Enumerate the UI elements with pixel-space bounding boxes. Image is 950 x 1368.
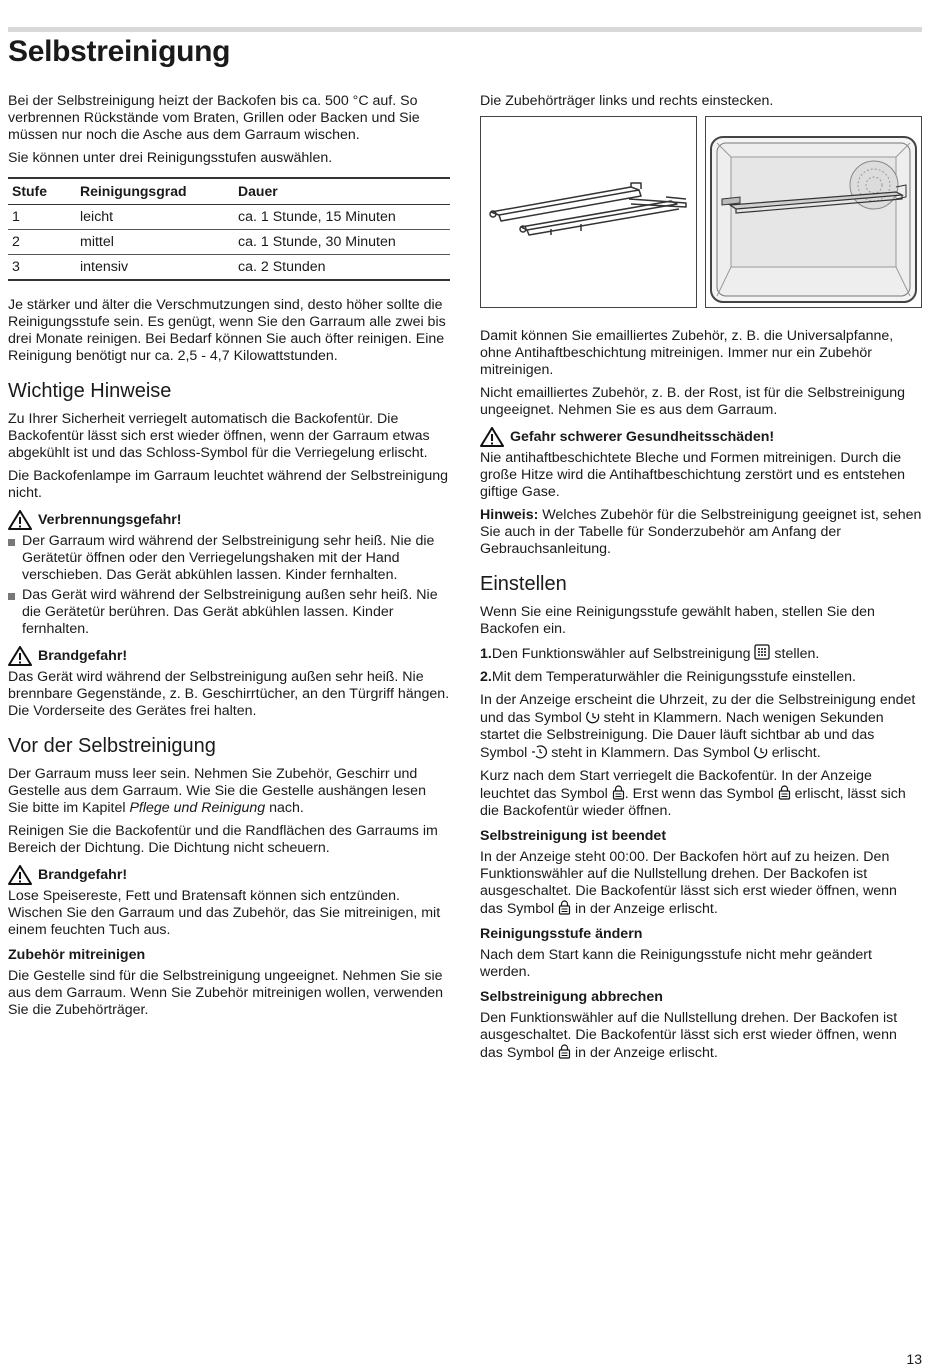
food-residue-paragraph: Lose Speisereste, Fett und Bratensaft können sich entzünden. Wischen Sie den Garraum und das Zubehör, das Sie mitreinigen, mit einem feuchten Tuch aus.: [8, 888, 441, 938]
subheading-beendet: Selbstreinigung ist beendet: [480, 828, 667, 844]
accessory-carrier-illustration: [481, 117, 696, 307]
list-item: [480, 669, 922, 686]
insert-carriers-paragraph: Die Zubehörträger links und rechts einstecken.: [480, 93, 774, 109]
change-paragraph: Nach dem Start kann die Reinigungsstufe nicht mehr geändert werden.: [480, 947, 872, 980]
warning-triangle-icon: [8, 865, 32, 885]
table-row: [8, 230, 450, 255]
subheading-aendern: Reinigungsstufe ändern: [480, 926, 643, 942]
warning-label: Brandgefahr!: [38, 866, 128, 883]
text-run: Den Funktionswähler auf Selbstreinigung: [491, 646, 755, 662]
lock-paragraph: [480, 768, 922, 820]
table-cell: 3: [8, 255, 76, 281]
step-number: 1.: [480, 646, 492, 662]
page-title: Selbstreinigung: [8, 35, 231, 68]
text-run: Den Funktionswähler auf die Nullstellung drehen. Der Backofen ist ausgeschaltet. Die Backofentür lässt sich erst wieder öffnen, wenn das Symbol: [480, 1010, 898, 1061]
warning-burn: [8, 510, 450, 530]
non-stick-paragraph: Nie antihaftbeschichtete Bleche und Formen mitreinigen. Durch die große Hitze wird die Antihaftbeschichtung zerstört und es entstehen giftige Gase.: [480, 450, 906, 500]
warning-label: Gefahr schwerer Gesundheitsschäden!: [510, 428, 775, 445]
right-column: [480, 93, 922, 1068]
warning-triangle-icon: [8, 510, 32, 530]
door-lock-icon: [558, 1044, 571, 1059]
table-header-row: [8, 178, 450, 205]
text-run: nach.: [265, 800, 304, 816]
table-cell: 2: [8, 230, 76, 255]
display-paragraph: [480, 692, 922, 762]
table-header-cell: Reinigungsgrad: [76, 178, 234, 205]
text-run: In der Anzeige steht 00:00. Der Backofen hört auf zu heizen. Den Funktionswähler auf die Nullstellung drehen. Der Backofen ist ausgeschaltet. Die Backofentür lässt sich erst wieder öffnen, wenn das Symbol: [480, 849, 897, 917]
door-lock-icon: [612, 785, 625, 800]
step-number: 2.: [480, 669, 492, 685]
text-run: steht in Klammern. Nach wenigen Sekunden startet die Selbstreinigung. Die Dauer läuft sichtbar ab und das Symbol: [480, 710, 884, 761]
warning-label: Verbrennungsgefahr!: [38, 511, 182, 528]
text-run: Mit dem Temperaturwähler die Reinigungsstufe einstellen.: [491, 669, 856, 685]
text-run: erlischt.: [767, 745, 821, 761]
text-run: in der Anzeige erlischt.: [571, 1045, 718, 1061]
door-lock-icon: [558, 900, 571, 915]
burn-warning-list: [8, 533, 450, 638]
table-cell: leicht: [76, 205, 234, 230]
table-cell: intensiv: [76, 255, 234, 281]
hinweis-label: Hinweis:: [480, 507, 539, 523]
enamelled-paragraph: Damit können Sie emailliertes Zubehör, z. B. die Universalpfanne, ohne Antihaftbeschichtung mitreinigen. Immer nur ein Zubehör mitreinigen.: [480, 328, 894, 378]
text-run: steht in Klammern. Das Symbol: [547, 745, 754, 761]
table-cell: ca. 1 Stunde, 15 Minuten: [234, 205, 450, 230]
door-lock-icon: [778, 785, 791, 800]
text-run: In der Anzeige erscheint die Uhrzeit, zu der die Selbstreinigung endet und das Symbol: [480, 692, 916, 726]
table-cell: ca. 1 Stunde, 30 Minuten: [234, 230, 450, 255]
hinweis-paragraph: [480, 507, 922, 558]
table-cell: ca. 2 Stunden: [234, 255, 450, 281]
finished-paragraph: [480, 849, 922, 918]
list-item: [480, 644, 922, 663]
subheading-zubehoer-mitreinigen: Zubehör mitreinigen: [8, 947, 146, 963]
list-item: Der Garraum wird während der Selbstreinigung sehr heiß. Nie die Gerätetür öffnen oder den Verriegelungshaken mit der Hand verschieben. Das Gerät abkühlen lassen. Kinder fernhalten.: [8, 533, 450, 584]
steps-list: [480, 644, 922, 686]
oven-interior-figure: [705, 116, 922, 308]
table-cell: 1: [8, 205, 76, 230]
accessory-carrier-figure: [480, 116, 697, 308]
table-header-cell: Stufe: [8, 178, 76, 205]
text-run: erlischt, lässt sich die Backofentür wieder öffnen.: [480, 786, 906, 819]
table-row: [8, 205, 450, 230]
left-column: [8, 93, 450, 1025]
text-run: Welches Zubehör für die Selbstreinigung geeignet ist, sehen Sie auch in der Tabelle für Sonderzubehör am Anfang der Gebrauchsanleitung.: [480, 507, 922, 557]
fire-warning-paragraph: Das Gerät wird während der Selbstreinigung außen sehr heiß. Nie brennbare Gegenstände, z. B. Geschirrtücher, an den Türgriff hängen. Die Vorderseite des Gerätes frei halten.: [8, 669, 450, 719]
cleaning-levels-table: [8, 177, 450, 281]
intro-paragraph: Bei der Selbstreinigung heizt der Backofen bis ca. 500 °C auf. So verbrennen Rückstände vom Braten, Grillen oder Backen und Sie müssen nur noch die Asche aus dem Garraum wischen.: [8, 93, 420, 143]
figure-row: [480, 116, 922, 308]
chapter-reference: Pflege und Reinigung: [129, 800, 266, 816]
table-cell: mittel: [76, 230, 234, 255]
warning-fire-2: [8, 865, 450, 885]
text-run: Der Garraum muss leer sein. Nehmen Sie Zubehör, Geschirr und Gestelle aus dem Garraum. Wie Sie die Gestelle aushängen lesen Sie bitte im Kapitel: [8, 766, 426, 816]
text-run: . Erst wenn das Symbol: [624, 786, 778, 802]
text-run: in der Anzeige erlischt.: [571, 901, 718, 917]
page-number: 13: [906, 1351, 922, 1367]
cancel-paragraph: [480, 1010, 922, 1062]
table-row: [8, 255, 450, 281]
warning-fire: [8, 646, 450, 666]
self-cleaning-function-icon: [754, 644, 770, 660]
clean-door-paragraph: Reinigen Sie die Backofentür und die Randflächen des Garraums im Bereich der Dichtung. Die Dichtung nicht scheuern.: [8, 823, 438, 856]
top-rule: [8, 27, 922, 32]
end-time-clock-icon: [586, 709, 600, 724]
non-enamelled-paragraph: Nicht emailliertes Zubehör, z. B. der Rost, ist für die Selbstreinigung ungeeignet. Nehmen Sie es aus dem Garraum.: [480, 385, 906, 418]
warning-triangle-icon: [480, 427, 504, 447]
empty-oven-paragraph: [8, 766, 450, 817]
text-run: Kurz nach dem Start verriegelt die Backofentür. In der Anzeige leuchtet das Symbol: [480, 768, 872, 802]
section-heading-vor-der-selbstreinigung: Vor der Selbstreinigung: [8, 735, 216, 757]
intro-levels-paragraph: Sie können unter drei Reinigungsstufen auswählen.: [8, 150, 333, 166]
end-time-clock-icon: [754, 744, 768, 759]
subheading-abbrechen: Selbstreinigung abbrechen: [480, 989, 663, 1005]
text-run: stellen.: [770, 646, 820, 662]
warning-triangle-icon: [8, 646, 32, 666]
warning-label: Brandgefahr!: [38, 647, 128, 664]
racks-paragraph: Die Gestelle sind für die Selbstreinigung ungeeignet. Nehmen Sie sie aus dem Garraum. Wenn Sie Zubehör mitreinigen wollen, verwenden Sie die Zubehörträger.: [8, 968, 444, 1018]
duration-clock-icon: [531, 744, 547, 759]
section-heading-wichtige-hinweise: Wichtige Hinweise: [8, 380, 172, 402]
list-item: Das Gerät wird während der Selbstreinigung außen sehr heiß. Nie die Gerätetür berühren. Das Gerät abkühlen lassen. Kinder fernhalten.: [8, 587, 450, 638]
warning-health: [480, 427, 922, 447]
oven-interior-illustration: [706, 117, 921, 307]
einstellen-intro: Wenn Sie eine Reinigungsstufe gewählt haben, stellen Sie den Backofen ein.: [480, 604, 875, 637]
door-lock-paragraph: Zu Ihrer Sicherheit verriegelt automatisch die Backofentür. Die Backofentür lässt sich erst wieder öffnen, wenn der Garraum etwas abgekühlt ist und das Schloss-Symbol für die Verriegelung erlischt.: [8, 411, 430, 461]
table-header-cell: Dauer: [234, 178, 450, 205]
section-heading-einstellen: Einstellen: [480, 573, 567, 595]
lamp-paragraph: Die Backofenlampe im Garraum leuchtet während der Selbstreinigung nicht.: [8, 468, 449, 501]
soiling-paragraph: Je stärker und älter die Verschmutzungen sind, desto höher sollte die Reinigungsstufe sein. Es genügt, wenn Sie den Garraum alle zwei bis drei Monate reinigen. Bei Bedarf können Sie auch öfter reinigen. Eine Reinigung benötigt nur ca. 2,5 - 4,7 Kilowattstunden.: [8, 297, 446, 364]
